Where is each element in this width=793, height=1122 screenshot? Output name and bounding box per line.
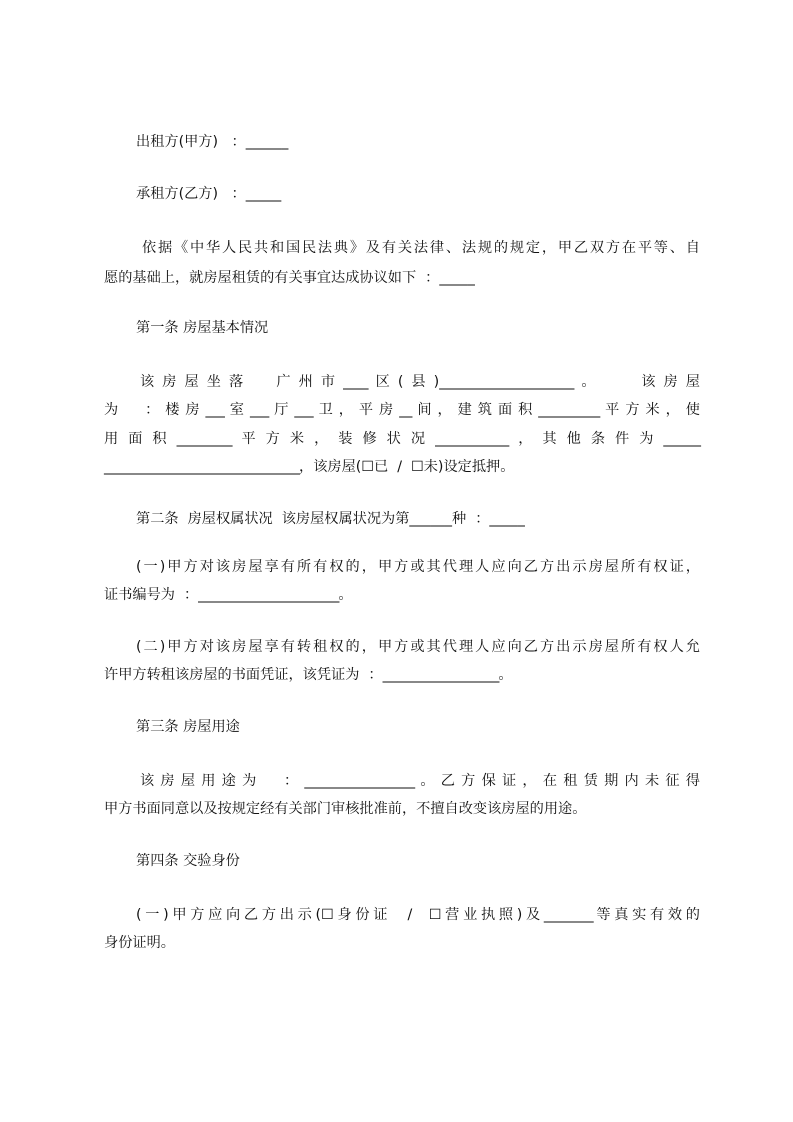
certificate-number-blank[interactable]: _______________________	[198, 587, 339, 603]
a1-l1-end: 。 该房屋	[573, 374, 700, 390]
lessor-colon: ：	[231, 134, 246, 150]
decoration-blank[interactable]: ____________	[435, 431, 509, 447]
a1-l2-hall: 厅	[268, 402, 295, 418]
article1-title: 第一条 房屋基本情况	[136, 320, 269, 336]
bath-blank[interactable]: ___	[294, 402, 313, 418]
a1-l2-bath: 卫，平房	[312, 402, 400, 418]
identity-doc-blank[interactable]: ________	[543, 907, 593, 923]
article1-line-2	[104, 395, 700, 425]
a1-l2-unit: 平方米，使	[599, 402, 700, 418]
article4-sec1-line-2: 身份证明。	[104, 935, 175, 951]
preamble-line-1: 依据《中华人民共和国民法典》及有关法律、法规的规定，甲乙双方在平等、自	[142, 240, 700, 256]
lessor-label: 出租方(甲方)	[136, 134, 219, 150]
article2-sec2-line-2	[104, 660, 704, 690]
article4-sec1-line-1	[136, 900, 700, 930]
a3-l1-end: 。乙方保证，在租赁期内未征得	[414, 773, 700, 789]
district-blank[interactable]: ____	[343, 374, 368, 390]
article3-line-2: 甲方书面同意以及按规定经有关部门审核批准前，不擅自改变该房屋的用途。	[104, 801, 587, 817]
a1-l3-text: 用面积	[104, 431, 177, 447]
other-conditions-blank-cont[interactable]: ________________________________	[104, 459, 299, 475]
a1-l3-decor-label: 平方米，装修状况	[231, 431, 436, 447]
article2-sec2-line-1: (二)甲方对该房屋享有转租权的，甲方或其代理人应向乙方出示房屋所有权人允	[136, 639, 700, 655]
usage-blank[interactable]: __________________	[304, 773, 415, 789]
a2-title-kind: 种 ：	[451, 511, 490, 527]
preamble-text: 愿的基础上，就房屋租赁的有关事宜达成协议如下	[104, 270, 417, 286]
preamble-line-2	[104, 263, 704, 293]
article1-line-3	[104, 424, 700, 454]
a1-l2-room: 室	[223, 402, 250, 418]
a4-s1-end: 等真实有效的	[592, 907, 700, 923]
lessee-blank[interactable]: _____	[245, 186, 282, 202]
a2-title-text: 第二条 房屋权属状况 该房屋权属状况为第	[136, 511, 410, 527]
building-area-blank[interactable]: __________	[538, 402, 600, 418]
lessee-label: 承租方(乙方)	[136, 186, 219, 202]
article2-sec1-line-1: (一)甲方对该房屋享有所有权的，甲方或其代理人应向乙方出示房屋所有权证，	[136, 559, 700, 575]
article4-title: 第四条 交验身份	[136, 853, 240, 869]
a1-l1-district: 区(县)	[367, 374, 440, 390]
a2-s1-cert-label: 证书编号为 ：	[104, 587, 199, 603]
article3-title: 第三条 房屋用途	[136, 719, 240, 735]
article1-line-4	[104, 452, 704, 482]
a2-s2-text: 许甲方转租该房屋的书面凭证，该凭证为 ：	[104, 667, 383, 683]
hall-blank[interactable]: ___	[249, 402, 269, 418]
lessor-blank[interactable]: ______	[245, 134, 289, 150]
article2-sec1-line-2	[104, 580, 704, 610]
preamble-colon: ：	[425, 270, 440, 286]
lessor-line	[136, 127, 736, 157]
other-conditions-blank[interactable]: ______	[663, 431, 700, 447]
mortgage-text: ，该房屋(☐已 / ☐未)设定抵押。	[299, 459, 515, 475]
a1-l1-text: 该房屋坐落 广州市	[140, 374, 344, 390]
a1-l2-text: 为 ：楼房	[104, 402, 206, 418]
lessee-colon: ：	[231, 186, 246, 202]
article2-title	[136, 504, 736, 534]
a2-s2-end: 。	[498, 667, 513, 683]
a2-s1-end: 。	[338, 587, 353, 603]
preamble-blank[interactable]: _____	[439, 270, 475, 286]
article3-line-1	[140, 766, 700, 796]
room-blank[interactable]: ___	[205, 402, 224, 418]
a1-l3-other-label: ，其他条件为	[508, 431, 664, 447]
lessee-line	[136, 179, 736, 209]
a3-use-label: 该房屋用途为 ：	[140, 773, 305, 789]
a1-l2-area-label: 间，建筑面积	[411, 402, 539, 418]
a4-s1-text: (一)甲方应向乙方出示(☐身份证 / ☐营业执照)及	[136, 907, 544, 923]
address-blank[interactable]: ______________________	[439, 374, 574, 390]
bungalow-blank[interactable]: __	[399, 402, 412, 418]
ownership-type-blank[interactable]: ______	[409, 511, 452, 527]
article1-line-1	[140, 367, 700, 397]
a2-title-blank[interactable]: _____	[489, 511, 525, 527]
usable-area-blank[interactable]: _________	[176, 431, 232, 447]
sublease-proof-blank[interactable]: ___________________	[382, 667, 499, 683]
